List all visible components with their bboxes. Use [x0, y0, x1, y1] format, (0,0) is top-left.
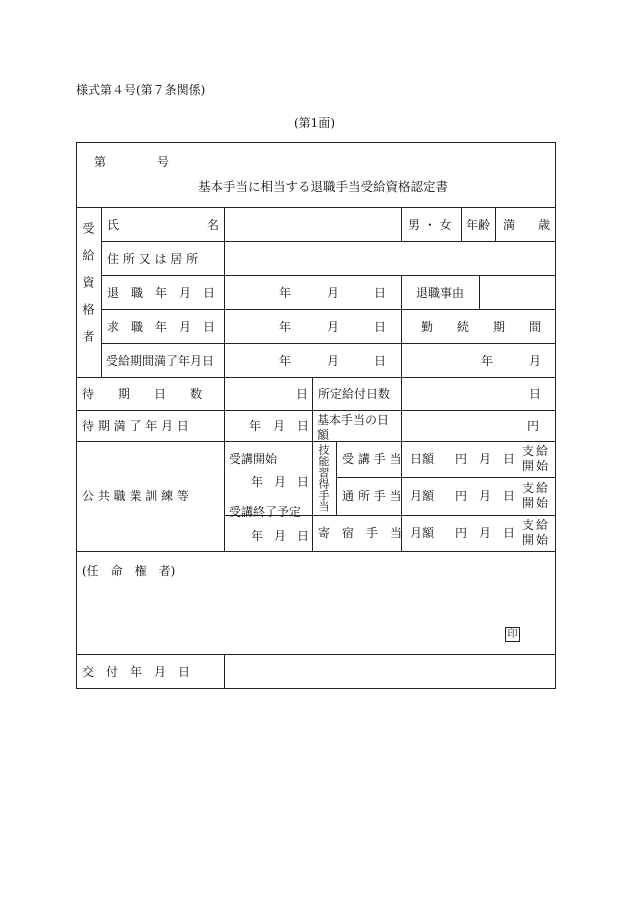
- appointer-label: (任 命 権 者): [82, 564, 176, 578]
- expiry-date-label: 受給期間満了年月日: [106, 354, 215, 368]
- training-start-label: 受講開始: [229, 452, 278, 466]
- expiry-year-unit: 年: [279, 354, 292, 368]
- form-number: 様式第４号(第７条関係): [76, 83, 206, 97]
- number-prefix: 第: [94, 155, 107, 169]
- commute-month-unit: 月: [479, 489, 492, 503]
- name-label-shi: 氏: [107, 218, 120, 232]
- retirement-year-unit: 年: [279, 286, 292, 300]
- lodging-month-unit: 月: [479, 526, 492, 540]
- expiry-month-unit: 月: [327, 354, 340, 368]
- lodging-yen: 円: [455, 526, 468, 540]
- training-start-day-unit: 日: [297, 475, 310, 489]
- recipient-section-label: 受給資格者: [81, 222, 95, 357]
- lecture-yen: 円: [455, 452, 468, 466]
- issue-date-label: 交 付 年 月 日: [82, 665, 191, 679]
- training-end-month-unit: 月: [274, 529, 287, 543]
- public-training-label: 公 共 職 業 訓 練 等: [82, 489, 189, 503]
- commute-allowance-label: 通 所 手 当: [342, 489, 402, 503]
- waiting-days-unit: 日: [296, 387, 309, 401]
- job-seek-day-unit: 日: [374, 320, 387, 334]
- service-nen: 年: [481, 354, 494, 368]
- basic-daily-amount-label: 基本手当の日額: [317, 413, 390, 442]
- training-end-day-unit: 日: [297, 529, 310, 543]
- lecture-month-unit: 月: [479, 452, 492, 466]
- retirement-month-unit: 月: [327, 286, 340, 300]
- training-start-year-unit: 年: [251, 475, 264, 489]
- training-start-month-unit: 月: [274, 475, 287, 489]
- lodging-allowance-label: 寄 宿 手 当: [318, 526, 403, 540]
- retirement-day-unit: 日: [374, 286, 387, 300]
- name-label-mei: 名: [207, 218, 220, 232]
- age-man: 満: [503, 218, 516, 232]
- retirement-date-label: 退 職 年 月 日: [107, 286, 216, 300]
- prescribed-days-label: 所定給付日数: [318, 387, 391, 401]
- commute-yen: 円: [455, 489, 468, 503]
- waiting-end-month-unit: 月: [273, 419, 286, 433]
- age-label: 年齢: [466, 218, 491, 232]
- lodging-day-unit: 日: [503, 526, 516, 540]
- lodging-pay-start: 支給開始: [522, 518, 551, 547]
- address-label: 住 所 又 は 居 所: [107, 252, 199, 266]
- lecture-day-unit: 日: [503, 452, 516, 466]
- age-sai: 歳: [538, 218, 551, 232]
- page-label: (第1面): [294, 116, 335, 130]
- lecture-allowance-label: 受 講 手 当: [342, 452, 402, 466]
- service-tsuki: 月: [529, 354, 542, 368]
- waiting-end-day-unit: 日: [297, 419, 310, 433]
- number-suffix: 号: [157, 155, 170, 169]
- commute-day-unit: 日: [503, 489, 516, 503]
- waiting-end-year-unit: 年: [249, 419, 262, 433]
- document-title: 基本手当に相当する退職手当受給資格認定書: [198, 179, 449, 194]
- service-period-label: 勤 続 期 間: [421, 320, 542, 334]
- job-seek-year-unit: 年: [279, 320, 292, 334]
- prescribed-days-unit: 日: [529, 387, 542, 401]
- gender-field: 男 ・ 女: [408, 218, 452, 232]
- lecture-pay-start: 支給開始: [522, 444, 551, 473]
- seal-mark: 印: [505, 627, 520, 642]
- training-end-year-unit: 年: [251, 529, 264, 543]
- job-seek-date-label: 求 職 年 月 日: [107, 320, 216, 334]
- commute-monthly-label: 月額: [410, 489, 435, 503]
- lecture-daily-label: 日額: [410, 452, 435, 466]
- commute-pay-start: 支給開始: [522, 481, 551, 510]
- basic-daily-unit: 円: [527, 419, 540, 433]
- skill-allowance-label: 技能習得手当: [317, 444, 330, 512]
- expiry-day-unit: 日: [374, 354, 387, 368]
- training-end-label: 受講終了予定: [229, 505, 302, 519]
- waiting-end-label: 待 期 満 了 年 月 日: [82, 419, 189, 433]
- retirement-reason-label: 退職事由: [416, 286, 465, 300]
- job-seek-month-unit: 月: [327, 320, 340, 334]
- lodging-monthly-label: 月額: [410, 526, 435, 540]
- waiting-days-label: 待 期 日 数: [82, 387, 203, 401]
